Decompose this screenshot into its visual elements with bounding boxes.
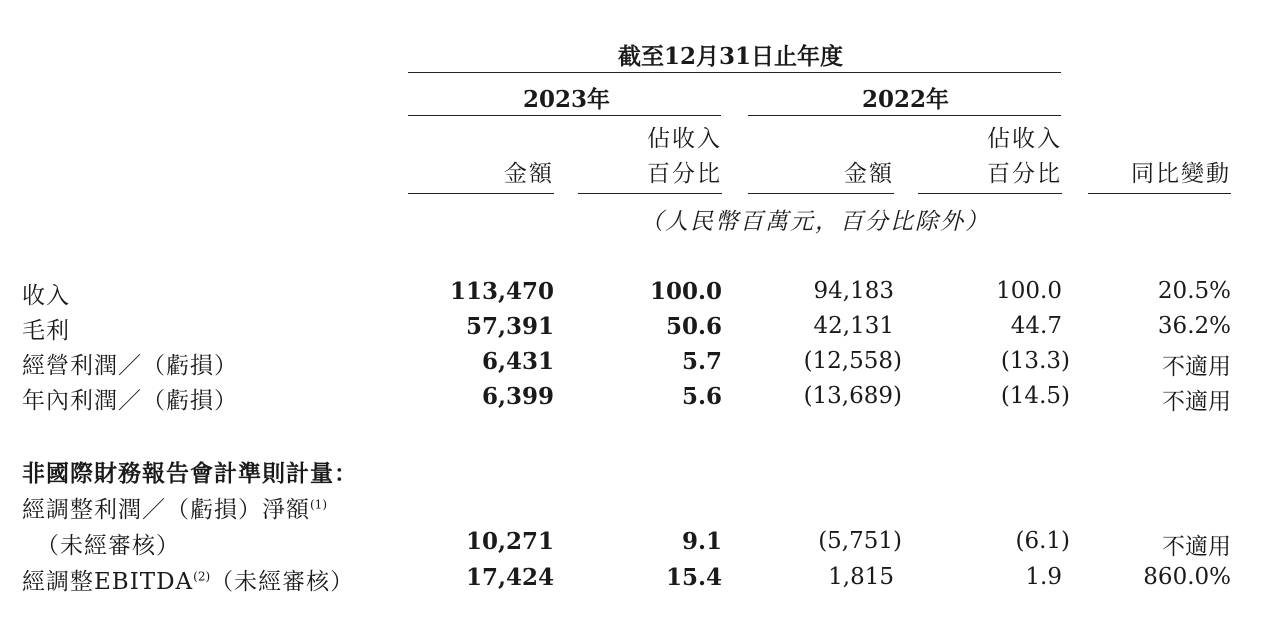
row-year-profit-label: 年內利潤／（虧損）: [22, 388, 238, 414]
unit-note: （人民幣百萬元，百分比除外）: [640, 209, 990, 235]
adj-net-a2022: (5,751): [818, 528, 902, 554]
year-2022-header: 2022年: [862, 86, 950, 113]
adj-net-a2023: 10,271: [465, 528, 554, 555]
period-rule: [408, 72, 1061, 73]
col-pct-2023-line2: 百分比: [647, 161, 722, 187]
year-2023-header: 2023年: [523, 86, 611, 113]
non-ifrs-section-title: 非國際財務報告會計準則計量：: [22, 460, 358, 487]
adj-net-p2023: 9.1: [681, 528, 722, 555]
row-year-profit-p2022: (14.5): [1000, 383, 1070, 409]
ebitda-footnote: (2): [193, 569, 211, 584]
row-operating-profit-a2022: (12,558): [803, 348, 902, 374]
row-operating-profit-p2022: (13.3): [1000, 348, 1070, 374]
adj-net-yoy: 不適用: [1162, 534, 1231, 560]
col-pct-2023-line1: 佔收入: [647, 126, 722, 152]
row-year-profit-yoy: 不適用: [1162, 389, 1231, 415]
ebitda-a2022: 1,815: [828, 564, 894, 590]
row-gross-profit-yoy: 36.2%: [1157, 313, 1231, 339]
adj-net-label-line1: [22, 491, 327, 524]
row-gross-profit-label: 毛利: [22, 318, 70, 344]
ebitda-yoy: 860.0%: [1143, 564, 1231, 590]
year-2022-rule: [748, 115, 1061, 116]
col-rule-pct-2023: [578, 193, 722, 194]
col-amount-2022: 金額: [844, 161, 894, 187]
year-2023-rule: [408, 115, 721, 116]
row-revenue-a2023: 113,470: [449, 278, 554, 305]
col-pct-2022-line2: 百分比: [987, 161, 1062, 187]
ebitda-label-prefix: 經調整EBITDA: [22, 569, 194, 595]
adj-net-label-line2: （未經審核）: [36, 533, 180, 559]
col-amount-2023: 金額: [504, 161, 554, 187]
row-operating-profit-p2023: 5.7: [681, 348, 722, 375]
col-rule-amount-2022: [748, 193, 894, 194]
row-revenue-p2023: 100.0: [649, 278, 722, 305]
adj-net-label-text: 經調整利潤／（虧損）淨額: [22, 497, 310, 523]
ebitda-label: [22, 563, 354, 596]
period-header: 截至12月31日止年度: [618, 43, 844, 70]
col-yoy: 同比變動: [1131, 161, 1231, 187]
ebitda-p2023: 15.4: [665, 564, 722, 591]
row-gross-profit-a2022: 42,131: [813, 313, 894, 339]
row-revenue-label: 收入: [22, 283, 70, 309]
row-operating-profit-a2023: 6,431: [481, 348, 554, 375]
ebitda-label-suffix: （未經審核）: [210, 569, 355, 595]
row-revenue-yoy: 20.5%: [1157, 278, 1231, 304]
row-gross-profit-p2022: 44.7: [1010, 313, 1062, 339]
row-operating-profit-yoy: 不適用: [1162, 354, 1231, 380]
row-revenue-a2022: 94,183: [813, 278, 894, 304]
row-gross-profit-p2023: 50.6: [665, 313, 722, 340]
row-gross-profit-a2023: 57,391: [465, 313, 554, 340]
col-pct-2022-line1: 佔收入: [987, 126, 1062, 152]
ebitda-p2022: 1.9: [1025, 564, 1062, 590]
row-operating-profit-label: 經營利潤／（虧損）: [22, 353, 238, 379]
adj-net-footnote: (1): [310, 497, 327, 512]
row-revenue-p2022: 100.0: [996, 278, 1062, 304]
row-year-profit-a2023: 6,399: [481, 383, 554, 410]
col-rule-amount-2023: [408, 193, 554, 194]
row-year-profit-p2023: 5.6: [681, 383, 722, 410]
col-rule-yoy: [1088, 193, 1231, 194]
ebitda-a2023: 17,424: [465, 564, 554, 591]
adj-net-p2022: (6.1): [1015, 528, 1070, 554]
row-year-profit-a2022: (13,689): [803, 383, 902, 409]
col-rule-pct-2022: [918, 193, 1062, 194]
